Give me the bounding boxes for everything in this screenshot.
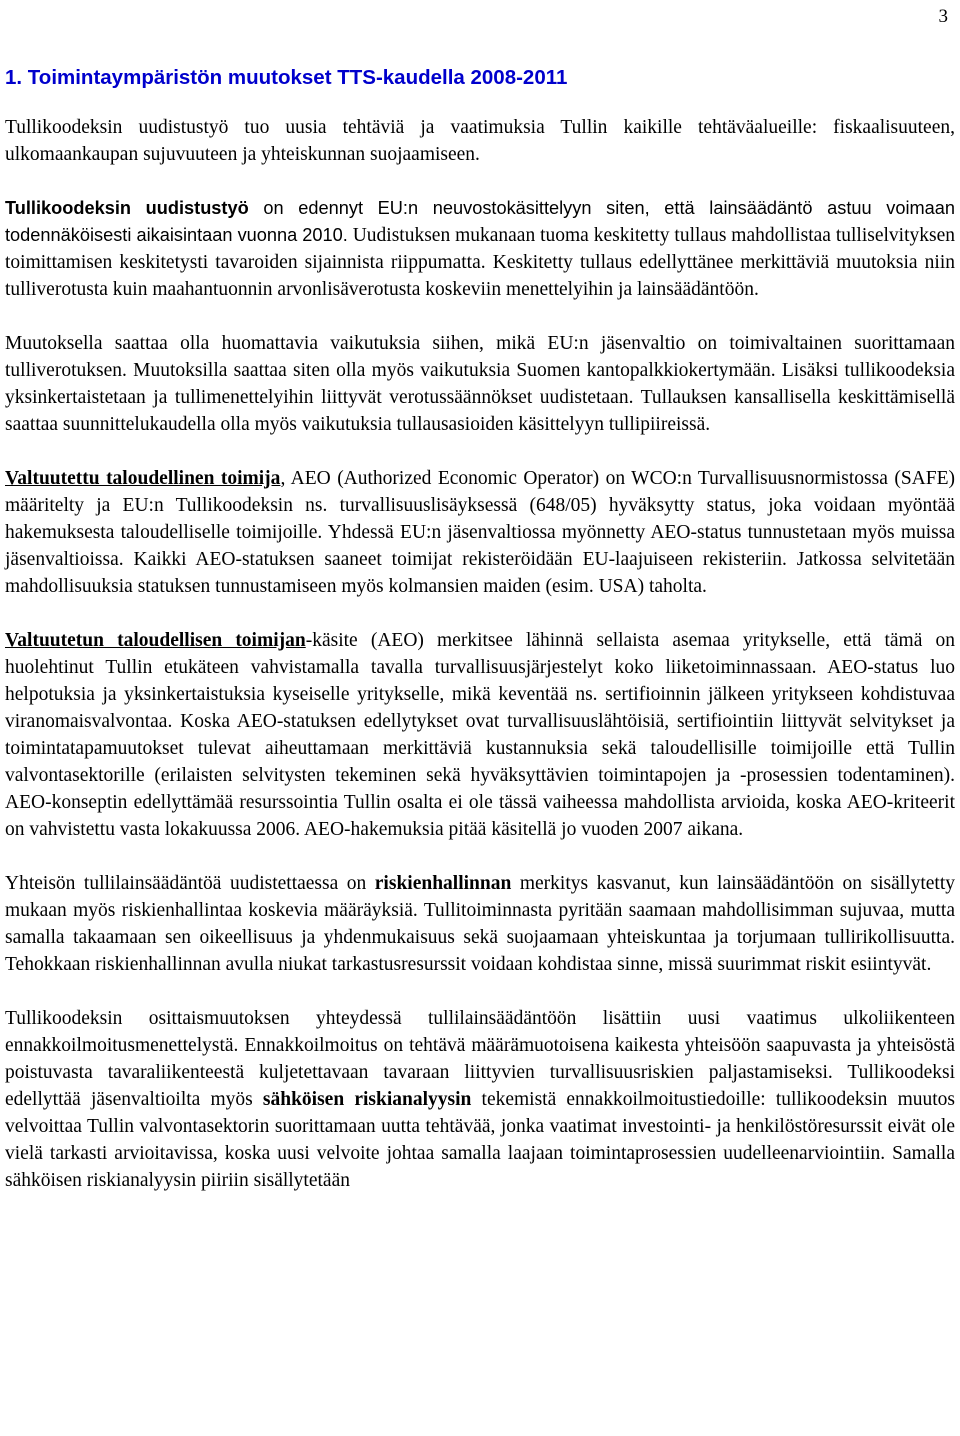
paragraph-ennakkoilmoitus xyxy=(5,1005,955,1194)
paragraph-text: , AEO (Authorized Economic Operator) on WCO:n Turvallisuusnormistossa (SAFE) määritelty ja EU:n Tullikoodeksin ns. turvallisuuslisäyksessä (648/05) hyväksytty status, joka voidaan myöntää hakemuksesta taloudelliselle toimijoille. Yhdessä EU:n jäsenvaltiossa myönnetty AEO-status tunnustetaan myös muissa jäsenvaltioissa. Kaikki AEO-statuksen saaneet toimijat rekisteröidään EU-laajuiseen rekisteriin. Jatkossa selvitetään mahdollisuuksia statuksen tunnustamiseen myös kolmansien maiden (esim. USA) taholta. xyxy=(5,468,956,597)
paragraph-intro: Tullikoodeksin uudistustyö tuo uusia tehtäviä ja vaatimuksia Tullin kaikille tehtäväalueille: fiskaalisuuteen, ulkomaankaupan sujuvuuteen ja yhteiskunnan suojaamiseen. xyxy=(5,117,955,165)
paragraph-aeo-definition xyxy=(5,465,955,600)
paragraph-text: -käsite (AEO) merkitsee lähinnä sellaista asemaa yritykselle, että tämä on huolehtinut Tullin etukäteen vahvistamalla tavalla turvallisuusjärjestelyt koko liiketoiminnassaan. AEO-status luo helpotuksia ja yksinkertaistuksia kyseiselle yritykselle, mikä keventää ns. sertifioinnin jälkeen yritykseen kohdistuvaa viranomaisvalvontaa. Koska AEO-statuksen edellytykset ovat turvallisuuslähtöisiä, sertifiointiin liittyvät selvitykset ja toimintatapamuutokset tulevat aiheuttamaan merkittäviä kustannuksia sekä taloudellisille toimijoille että Tullin valvontasektorille (erilaisten selvitysten tekeminen sekä hyväksyttävien toimintapojen ja -prosessien todentaminen). AEO-konseptin edellyttämää resurssointia Tullin osalta ei ole tässä vaiheessa mahdollista arvioida, koska AEO-kriteerit on vahvistettu vasta lokakuussa 2006. AEO-hakemuksia pitää käsitellä jo vuoden 2007 aikana. xyxy=(5,630,955,840)
document-body xyxy=(5,64,955,1221)
paragraph-text: Uudistuksen mukanaan tuoma keskitetty tullaus mahdollistaa tulliselvityksen toimittamisen keskitetysti tavaroiden sijainnista riippumatta. Keskitetty tullaus edellyttänee merkittäviä muutoksia niin tulliverotusta kuin maahantuonnin arvonlisäverotusta koskeviin menettelyihin ja lainsäädäntöön. xyxy=(5,225,955,300)
paragraph-text: Tullikoodeksin osittaismuutoksen yhteydessä tullilainsäädäntöön lisättiin uusi vaatimus ulkoliikenteen ennakkoilmoitusmenettelystä. Ennakkoilmoitus on tehtävä määrämuotoisena kaikesta yhteisöön saapuvasta ja yhteisöstä poistuvasta tavaraliikenteestä kuljetettavaan tavaraan liittyvien turvallisuusriskien paljastamiseksi. Tullikoodeksi edellyttää jäsenvaltioilta myös xyxy=(5,1008,955,1110)
paragraph-tullikoodeksin-uudistus xyxy=(5,195,955,303)
bold-term-riskienhallinta: riskienhallinnan xyxy=(374,873,512,894)
paragraph-text: tekemistä ennakkoilmoitustiedoille: tullikoodeksin muutos velvoittaa Tullin valvontasektorin suorittamaan uutta tehtävää, jonka vaatimat investointi- ja henkilöstöresurssit eivät ole vielä tarkasti arvioitavissa, koska uusi velvoite johtaa samalla laajaan toimintaprosessien uudelleenarviointiin. Samalla sähköisen riskianalyysin piiriin sisällytetään xyxy=(5,1089,956,1191)
paragraph-aeo-concept xyxy=(5,627,955,843)
underlined-term-aeo: Valtuutettu taloudellinen toimija xyxy=(5,468,281,489)
paragraph-muutoksella: Muutoksella saattaa olla huomattavia vaikutuksia siihen, mikä EU:n jäsenvaltio on toimivaltainen suorittamaan tulliverotuksen. Muutoksilla saattaa siten olla myös vaikutuksia Suomen kantopalkkiokertymään. Lisäksi tullikoodeksia yksinkertaistetaan ja tullimenettelyihin liittyvät verotussäännökset uudistetaan. Tullauksen kansallisella keskittämisellä saattaa suunnittelukaudella olla myös vaikutuksia tullausasioiden käsittelyyn tullipiireissä. xyxy=(5,333,955,435)
paragraph-text: Yhteisön tullilainsäädäntöä uudistettaessa on xyxy=(5,873,375,894)
underlined-term-aeo-concept: Valtuutetun taloudellisen toimijan xyxy=(5,630,306,651)
paragraph-text: on edennyt EU:n neuvostokäsittelyyn siten, että lainsäädäntö astuu voimaan todennäköisesti aikaisintaan vuonna 2010. xyxy=(5,198,956,245)
paragraph-text: merkitys kasvanut, kun lainsäädäntöön on sisällytetty mukaan myös riskienhallintaa koskevia määräyksiä. Tullitoiminnasta pyritään saamaan mahdollisimman sujuvaa, mutta samalla takaamaan sen oikeellisuus ja yhdenmukaisuus sekä suojaamaan yhteiskuntaa ja torjumaan tullirikollisuutta. Tehokkaan riskienhallinnan avulla niukat tarkastusresurssit voidaan kohdistaa sinne, missä suurimmat riskit esiintyvät. xyxy=(5,873,955,975)
paragraph-riskienhallinta xyxy=(5,870,955,978)
bold-term-uudistustyo: Tullikoodeksin uudistustyö xyxy=(5,198,249,218)
section-heading: 1. Toimintaympäristön muutokset TTS-kaudella 2008-2011 xyxy=(5,66,568,89)
page-number: 3 xyxy=(938,6,948,27)
bold-term-sahkoinen-riskianalyysi: sähköisen riskianalyysin xyxy=(262,1089,472,1110)
